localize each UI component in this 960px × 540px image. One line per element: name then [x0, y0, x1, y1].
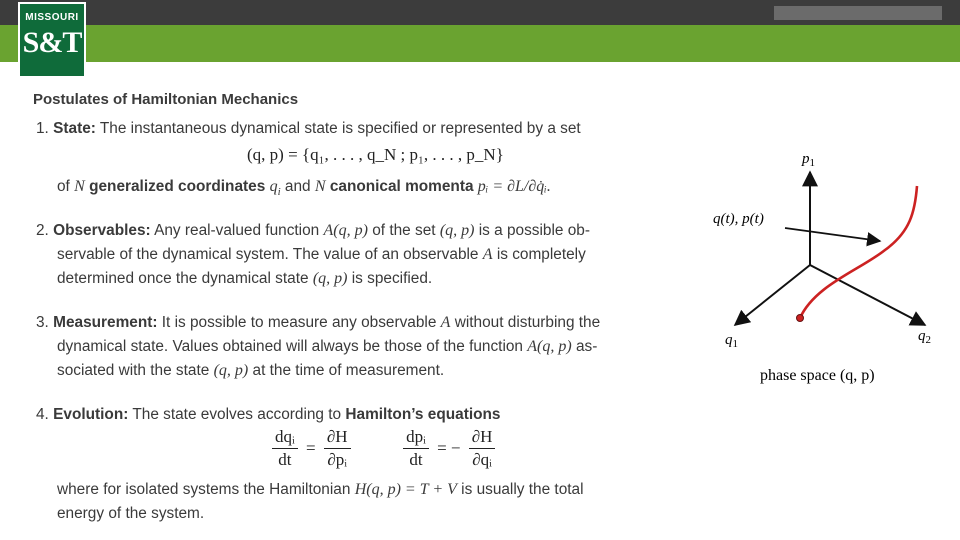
postulate-number: 3.: [36, 314, 49, 331]
math-n-2: N: [314, 178, 326, 195]
math-n: N: [74, 178, 85, 195]
state-set-equation: (q, p) = {q₁, . . . , q_N ; p₁, . . . , p_N}: [247, 145, 504, 164]
math-a: A: [440, 314, 451, 331]
fraction-numerator: ∂H: [469, 426, 496, 449]
trajectory-start-point: [797, 315, 804, 322]
fraction-numerator: dpᵢ: [403, 426, 429, 449]
q2-label: $q_2$: [918, 328, 931, 346]
momentum-definition: pᵢ = ∂L/∂q̇ᵢ.: [477, 178, 551, 195]
postulate-text: The state evolves according to: [132, 406, 342, 423]
trajectory-pointer-arrow: [785, 228, 880, 241]
fraction-denominator: dt: [409, 450, 423, 469]
postulate-heading: Measurement:: [53, 314, 158, 331]
math-function: A(q, p): [527, 338, 572, 355]
postulate-heading: Evolution:: [53, 406, 129, 423]
postulate-heading: State:: [53, 120, 96, 137]
q2-axis: [810, 265, 925, 325]
phase-space-caption: phase space (q, p): [760, 367, 875, 384]
postulate-text: at the time of measurement.: [252, 362, 445, 379]
math-set: (q, p): [213, 362, 249, 379]
math-function: A(q, p): [323, 222, 368, 239]
equals-sign: =: [306, 438, 316, 458]
postulate-text: determined once the dynamical state: [57, 270, 309, 287]
hamiltonian-formula: H(q, p) = T + V: [354, 481, 457, 498]
equals-minus-sign: = −: [437, 438, 461, 458]
postulate-heading: Observables:: [53, 222, 151, 239]
trajectory-label: q(t), p(t): [713, 211, 764, 227]
fraction-numerator: dqᵢ: [272, 426, 298, 449]
text-and: and: [284, 178, 311, 195]
math-qi: $q_i$: [269, 178, 281, 199]
postulate-text: where for isolated systems the Hamiltonian: [57, 481, 351, 498]
term-canonical-momenta: canonical momenta: [329, 178, 474, 195]
postulate-text: is completely: [496, 246, 586, 263]
text-of: of: [57, 178, 70, 195]
fraction-denominator: ∂qᵢ: [472, 450, 492, 469]
postulate-text: Any real-valued function: [154, 222, 320, 239]
trajectory-curve: [800, 186, 917, 318]
postulate-text: servable of the dynamical system. The value of an observable: [57, 246, 479, 263]
p1-label: $p_1$: [802, 151, 815, 169]
term-hamiltons-equations: Hamilton’s equations: [345, 406, 501, 423]
postulate-text: of the set: [372, 222, 436, 239]
term-generalized-coordinates: generalized coordinates: [89, 178, 266, 195]
math-a: A: [482, 246, 493, 263]
postulate-text: It is possible to measure any observable: [161, 314, 437, 331]
fraction-denominator: dt: [278, 450, 292, 469]
fraction-denominator: ∂pᵢ: [327, 450, 348, 469]
logo-top-text: MISSOURI: [25, 12, 79, 23]
postulate-number: 2.: [36, 222, 49, 239]
postulate-text: is usually the total: [461, 481, 584, 498]
postulate-text: without disturbing the: [454, 314, 601, 331]
q1-label: $q_1$: [725, 332, 738, 350]
math-set: (q, p): [439, 222, 475, 239]
math-set: (q, p): [312, 270, 348, 287]
fraction-numerator: ∂H: [324, 426, 351, 449]
postulate-4-line-3: energy of the system.: [57, 505, 205, 522]
logo-main-text: S&T: [22, 26, 82, 59]
postulate-text: as-: [575, 338, 598, 355]
postulate-text: is a possible ob-: [478, 222, 590, 239]
postulate-number: 1.: [36, 120, 49, 137]
postulate-text: sociated with the state: [57, 362, 210, 379]
postulate-text: The instantaneous dynamical state is specified or represented by a set: [99, 120, 581, 137]
slide-title: Postulates of Hamiltonian Mechanics: [33, 91, 299, 108]
postulate-text: is specified.: [351, 270, 433, 287]
postulate-text: dynamical state. Values obtained will always be those of the function: [57, 338, 523, 355]
postulate-number: 4.: [36, 406, 49, 423]
